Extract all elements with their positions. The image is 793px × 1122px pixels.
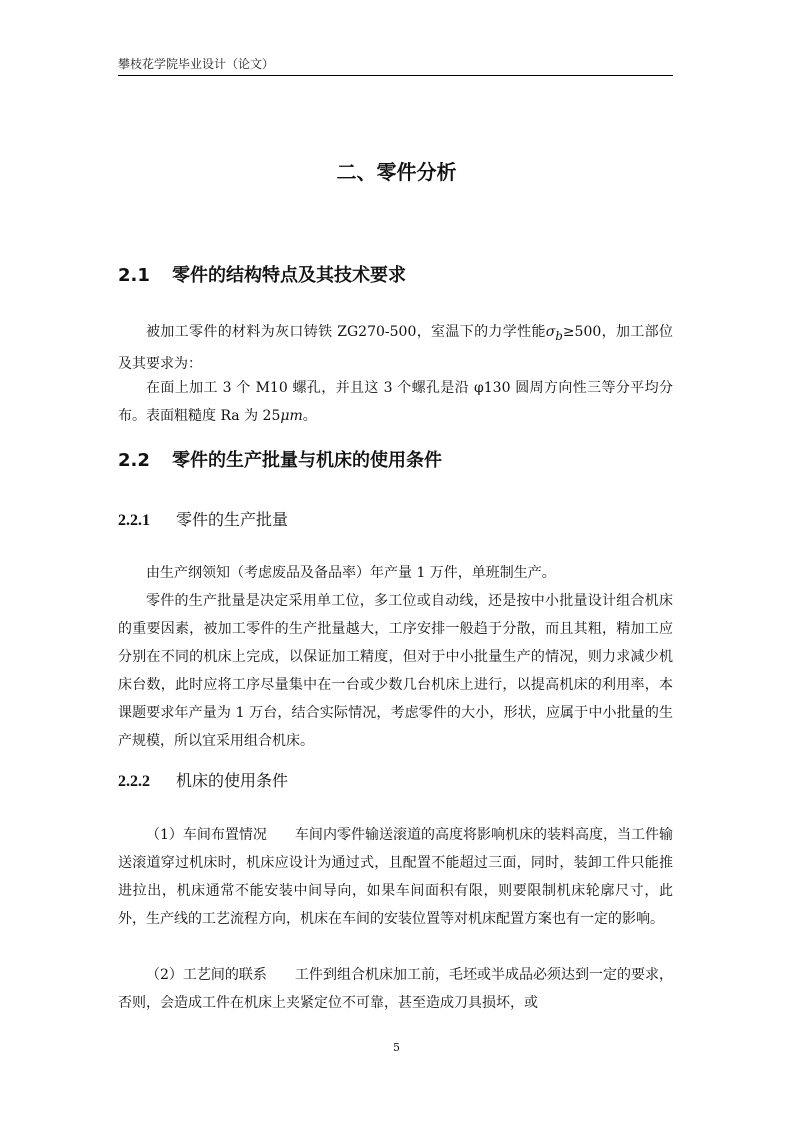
paragraph-production: 由生产纲领知（考虑废品及备品率）年产量 1 万件，单班制生产。 (146, 565, 556, 581)
section-number: 2.2.2 (118, 773, 150, 790)
section-number: 2.2 (118, 450, 150, 471)
section-title: 零件的生产批量 (176, 510, 289, 529)
section-heading-2-1 (118, 265, 406, 287)
running-header: 攀枝花学院毕业设计（论文） (118, 56, 673, 76)
section-heading-2-2 (118, 450, 442, 472)
section-number: 2.1 (118, 265, 150, 286)
paragraph-requirements: 在面上加工 3 个 M10 螺孔，并且这 3 个螺孔是沿 φ130 圆周方向性三等分平均分布。表面粗糙度 Ra 为 25μm。 (118, 380, 673, 424)
sigma-symbol: σ (545, 324, 556, 340)
section-heading-2-2-2 (118, 771, 288, 792)
section-number: 2.2.1 (118, 512, 150, 529)
micrometer-unit: μm (280, 408, 303, 424)
paragraph-process-link: （2）工艺间的联系 工件到组合机床加工前，毛坯或半成品必须达到一定的要求，否则，会造成工件在机床上夹紧定位不可靠，甚至造成刀具损坏，或 (118, 967, 673, 1011)
paragraph-material: 被加工零件的材料为灰口铸铁 ZG270-500，室温下的力学性能$\sigma_b\ge 500$，加工部位及其要求为： (118, 324, 673, 372)
section-title: 零件的结构特点及其技术要求 (172, 265, 406, 286)
chapter-title: 二、零件分析 (336, 160, 457, 184)
section-title: 零件的生产批量与机床的使用条件 (172, 450, 442, 471)
section-title: 机床的使用条件 (176, 771, 289, 790)
page-number: 5 (393, 1041, 400, 1054)
paragraph-workshop-layout: （1）车间布置情况 车间内零件输送滚道的高度将影响机床的装料高度，当工件输送滚道穿过机床时，机床应设计为通过式，且配置不能超过三面，同时，装卸工件只能推进拉出，机床通常不能安装中间导向，如果车间面积有限，则要限制机床轮廓尺寸，此外，生产线的工艺流程方向，机床在车间的安装位置等对机床配置方案也有一定的影响。 (118, 827, 673, 927)
section-heading-2-2-1 (118, 510, 288, 531)
paragraph-batch: 零件的生产批量是决定采用单工位，多工位或自动线，还是按中小批量设计组合机床的重要因素，被加工零件的生产批量越大，工序安排一般趋于分散，而且其粗，精加工应分别在不同的机床上完成，以保证加工精度，但对于中小批量生产的情况，则力求减少机床台数，此时应将工序尽量集中在一台或少数几台机床上进行，以提高机床的利用率，本课题要求年产量为 1 万台，结合实际情况，考虑零件的大小，形状，应属于中小批量的生产规模，所以宜采用组合机床。 (118, 593, 673, 749)
